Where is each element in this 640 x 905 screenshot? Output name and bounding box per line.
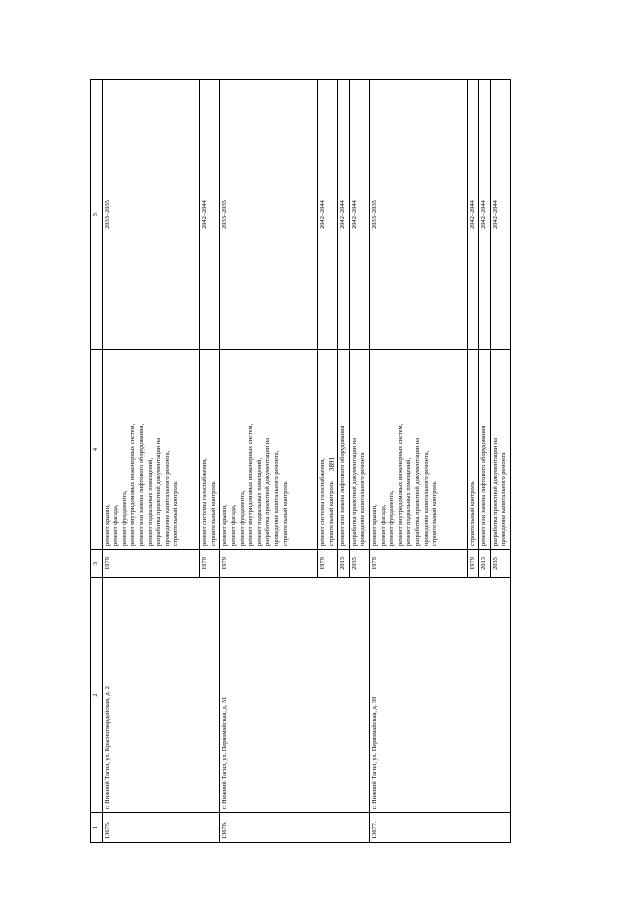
work-line: проведение капитального ремонта,	[422, 450, 430, 546]
work-line: разработка проектной документации на	[413, 437, 421, 546]
header-cell: 4	[91, 350, 103, 550]
rotated-page	[90, 80, 555, 843]
address-cell: г. Нижний Тагил, ул. Первомайская, д. 31	[220, 578, 370, 813]
work-cell	[490, 350, 510, 550]
row-number: 13677.	[369, 813, 510, 843]
work-line: проведение капитального ремонта,	[272, 450, 280, 546]
period-cell: 2042–2044	[467, 80, 479, 350]
work-cell	[349, 350, 369, 550]
header-cell: 5	[91, 80, 103, 350]
work-line: разработка проектной документации на	[155, 437, 163, 546]
period-cell: 2042–2044	[200, 80, 220, 350]
work-line: ремонт фундамента,	[388, 490, 396, 546]
period-cell: 2033–2035	[369, 80, 467, 350]
work-cell	[102, 350, 200, 550]
work-line: ремонт подвальных помещений,	[255, 457, 263, 546]
header-cell: 1	[91, 813, 103, 843]
period-cell: 2042–2044	[349, 80, 369, 350]
work-line: ремонт фасада,	[229, 504, 237, 546]
period-cell: 2042–2044	[479, 80, 491, 350]
period-cell: 2042–2044	[490, 80, 510, 350]
header-cell: 2	[91, 578, 103, 813]
work-cell	[338, 350, 350, 550]
work-line: строительный контроль	[431, 481, 439, 546]
work-line: проведение капитального ремонта	[359, 452, 367, 546]
row-number: 13676.	[220, 813, 370, 843]
work-line: ремонт крыши,	[221, 504, 229, 546]
work-cell	[479, 350, 491, 550]
work-line: разработка проектной документации на	[264, 437, 272, 546]
year-cell: 1979	[200, 550, 220, 578]
address-cell: г. Нижний Тагил, ул. Первомайская, д. 39	[369, 578, 510, 813]
work-line: ремонт фундамента,	[120, 490, 128, 546]
year-cell: 1979	[220, 550, 318, 578]
work-line: ремонт внутридомовых инженерных систем,	[247, 423, 255, 546]
year-cell: 2013	[338, 550, 350, 578]
work-line: ремонт или замена лифтового оборудования,	[137, 423, 145, 546]
work-line: ремонт внутридомовых инженерных систем,	[129, 423, 137, 546]
work-cell	[200, 350, 220, 550]
year-cell: 1979	[102, 550, 200, 578]
year-cell: 1979	[369, 550, 467, 578]
work-line: ремонт крыши,	[103, 504, 111, 546]
page-number: 3891	[328, 457, 336, 471]
work-line: разработка проектной документации на	[491, 437, 499, 546]
work-line: ремонт системы газоснабжения,	[201, 458, 209, 546]
work-line: ремонт фасада,	[379, 504, 387, 546]
work-cell	[467, 350, 479, 550]
work-line: ремонт фундамента,	[238, 490, 246, 546]
work-line: ремонт внутридомовых инженерных систем,	[396, 423, 404, 546]
year-cell: 2035	[490, 550, 510, 578]
table-row	[220, 80, 318, 843]
work-line: ремонт крыши,	[370, 504, 378, 546]
year-cell: 1979	[317, 550, 337, 578]
period-cell: 2042–2044	[338, 80, 350, 350]
repair-schedule-table	[90, 79, 511, 843]
work-line: ремонт или замена лифтового оборудования	[339, 425, 347, 546]
work-line: строительный контроль	[209, 481, 217, 546]
table-row	[369, 80, 467, 843]
row-number: 13675.	[102, 813, 220, 843]
work-line: строительный контроль	[281, 481, 289, 546]
work-line: ремонт подвальных помещений,	[405, 457, 413, 546]
table-row	[102, 80, 200, 843]
work-line: проведение капитального ремонта,	[163, 450, 171, 546]
address-cell: г. Нижний Тагил, ул. Красногвардейская, д. 2	[102, 578, 220, 813]
work-cell	[317, 350, 337, 550]
year-cell: 2013	[479, 550, 491, 578]
period-cell: 2042–2044	[317, 80, 337, 350]
work-line: ремонт системы газоснабжения,	[318, 458, 326, 546]
work-cell	[369, 350, 467, 550]
year-cell: 2035	[349, 550, 369, 578]
work-cell	[220, 350, 318, 550]
period-cell: 2033–2035	[220, 80, 318, 350]
year-cell: 1979	[467, 550, 479, 578]
header-cell: 3	[91, 550, 103, 578]
work-line: строительный контроль	[327, 481, 335, 546]
work-line: проведение капитального ремонта	[500, 452, 508, 546]
work-line: строительный контроль	[172, 481, 180, 546]
header-row	[91, 80, 103, 843]
work-line: ремонт подвальных помещений,	[146, 457, 154, 546]
work-line: ремонт фасада,	[112, 504, 120, 546]
period-cell: 2033–2035	[102, 80, 200, 350]
work-line: строительный контроль	[468, 481, 476, 546]
work-line: ремонт или замена лифтового оборудования	[480, 425, 488, 546]
work-line: разработка проектной документации на	[350, 437, 358, 546]
